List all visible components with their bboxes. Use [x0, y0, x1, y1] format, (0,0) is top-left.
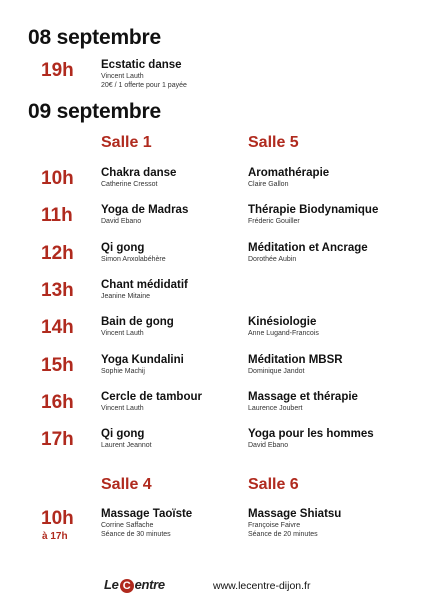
event-host: Fréderic Gouiller — [248, 218, 300, 225]
event-host: Vincent Lauth — [101, 330, 144, 337]
day-heading-09: 09 septembre — [28, 100, 162, 123]
hour-label: 17h — [41, 429, 74, 450]
event-host: Françoise Faivre — [248, 522, 301, 529]
schedule-event — [101, 390, 202, 413]
event-title: Massage Taoïste — [101, 508, 193, 520]
hour-label: 13h — [41, 280, 74, 301]
schedule-event — [101, 315, 174, 338]
event-detail: Séance de 30 minutes — [101, 531, 171, 538]
hour-label: 10h — [41, 508, 74, 529]
schedule-event — [248, 427, 374, 450]
le-centre-logo — [104, 577, 165, 593]
logo-text-le: Le — [104, 577, 119, 592]
event-title: Yoga Kundalini — [101, 354, 184, 366]
event-title: Qi gong — [101, 242, 145, 254]
event-title: Aromathérapie — [248, 167, 330, 179]
hour-label: 19h — [41, 60, 74, 81]
schedule-event — [101, 427, 152, 450]
hour-label: 12h — [41, 243, 74, 264]
event-detail: Séance de 20 minutes — [248, 531, 318, 538]
event-host: Sophie Machij — [101, 368, 145, 375]
event-host: David Ebano — [101, 218, 142, 225]
event-massage-taoiste — [101, 507, 192, 539]
event-host: Jeanine Mitaine — [101, 293, 151, 300]
event-title: Yoga pour les hommes — [248, 428, 374, 440]
website-url[interactable]: www.lecentre-dijon.fr — [213, 580, 311, 592]
schedule-event — [248, 241, 368, 264]
schedule-event — [248, 203, 378, 226]
event-title: Chant médidatif — [101, 279, 188, 291]
hour-label: 14h — [41, 317, 74, 338]
event-title: Cercle de tambour — [101, 391, 202, 403]
event-host: Dominique Jandot — [248, 368, 305, 375]
event-host: Simon Anxolabéhère — [101, 256, 166, 263]
event-host: Catherine Cressot — [101, 181, 158, 188]
schedule-event — [101, 278, 188, 301]
event-title: Yoga de Madras — [101, 204, 189, 216]
hour-label: 11h — [41, 205, 73, 226]
schedule-event — [248, 166, 329, 189]
event-host: Laurent Jeannot — [101, 442, 152, 449]
hour-label: 10h — [41, 168, 74, 189]
event-title: Massage Shiatsu — [248, 508, 342, 520]
event-detail: 20€ / 1 offerte pour 1 payée — [101, 82, 187, 89]
event-host: David Ebano — [248, 442, 289, 449]
room-header-salle-5: Salle 5 — [248, 134, 299, 151]
day-heading-08: 08 septembre — [28, 26, 162, 49]
event-title: Ecstatic danse — [101, 59, 182, 71]
schedule-event — [101, 166, 176, 189]
room-header-salle-1: Salle 1 — [101, 134, 152, 151]
event-host: Laurence Joubert — [248, 405, 303, 412]
schedule-event — [101, 241, 166, 264]
schedule-event — [248, 353, 343, 376]
hour-range-end: à 17h — [42, 531, 68, 542]
event-host: Vincent Lauth — [101, 405, 144, 412]
schedule-event — [248, 315, 319, 338]
schedule-event — [101, 353, 184, 376]
event-title: Méditation et Ancrage — [248, 242, 368, 254]
event-host: Vincent Lauth — [101, 73, 144, 80]
event-ecstatic-danse — [101, 58, 187, 90]
event-host: Claire Gallon — [248, 181, 289, 188]
schedule-event — [248, 390, 358, 413]
event-massage-shiatsu — [248, 507, 341, 539]
room-header-salle-4: Salle 4 — [101, 476, 152, 493]
event-title: Thérapie Biodynamique — [248, 204, 379, 216]
event-title: Massage et thérapie — [248, 391, 358, 403]
event-host: Corrine Saffache — [101, 522, 154, 529]
room-header-salle-6: Salle 6 — [248, 476, 299, 493]
event-host: Dorothée Aubin — [248, 256, 297, 263]
event-title: Méditation MBSR — [248, 354, 343, 366]
event-title: Bain de gong — [101, 316, 174, 328]
event-title: Chakra danse — [101, 167, 177, 179]
hour-label: 16h — [41, 392, 74, 413]
event-host: Anne Lugand-Francois — [248, 330, 319, 337]
schedule-event — [101, 203, 188, 226]
event-title: Qi gong — [101, 428, 145, 440]
hour-label: 15h — [41, 355, 74, 376]
logo-text-entre: entre — [134, 577, 165, 592]
logo-circle-icon: C — [120, 579, 134, 593]
event-title: Kinésiologie — [248, 316, 317, 328]
